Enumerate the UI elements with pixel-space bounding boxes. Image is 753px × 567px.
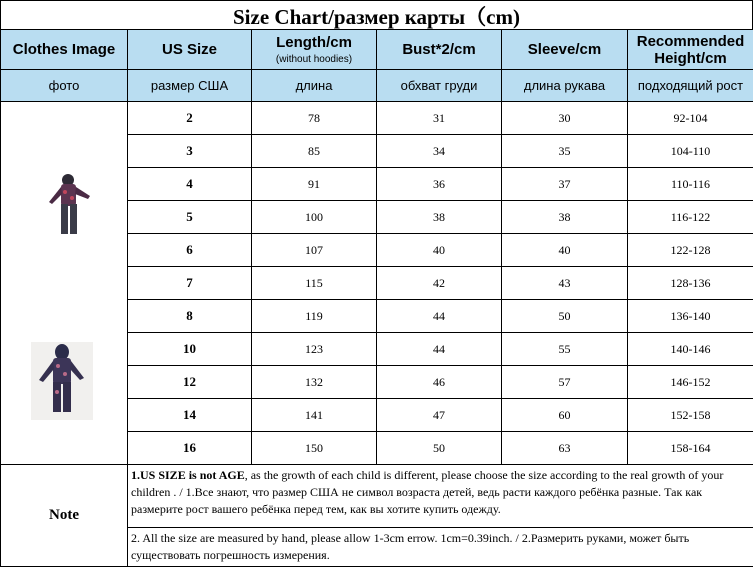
header-bust: Bust*2/cm	[377, 30, 502, 70]
sleeve-cell: 57	[502, 366, 628, 399]
length-cell: 115	[252, 267, 377, 300]
length-cell: 78	[252, 102, 377, 135]
chart-title: Size Chart/размер карты（cm)	[0, 0, 753, 30]
subheader-sleeve: длина рукава	[502, 70, 628, 102]
length-cell: 119	[252, 300, 377, 333]
size-cell: 5	[128, 201, 252, 234]
size-cell: 4	[128, 168, 252, 201]
size-table	[0, 29, 753, 567]
size-cell: 14	[128, 399, 252, 432]
subheader-height: подходящий рост	[628, 70, 753, 102]
length-cell: 85	[252, 135, 377, 168]
sleeve-cell: 43	[502, 267, 628, 300]
note-row-1	[1, 465, 753, 528]
sleeve-cell: 63	[502, 432, 628, 465]
length-cell: 150	[252, 432, 377, 465]
note-bold: 1.US SIZE is not AGE	[131, 468, 245, 482]
sleeve-cell: 35	[502, 135, 628, 168]
length-cell: 100	[252, 201, 377, 234]
size-cell: 10	[128, 333, 252, 366]
sleeve-cell: 55	[502, 333, 628, 366]
size-cell: 16	[128, 432, 252, 465]
header-height: Recommended Height/cm	[628, 30, 753, 70]
note-label: Note	[1, 465, 128, 567]
size-cell: 12	[128, 366, 252, 399]
bust-cell: 44	[377, 300, 502, 333]
bust-cell: 44	[377, 333, 502, 366]
height-cell: 128-136	[628, 267, 753, 300]
height-cell: 140-146	[628, 333, 753, 366]
size-cell: 6	[128, 234, 252, 267]
height-cell: 146-152	[628, 366, 753, 399]
height-cell: 116-122	[628, 201, 753, 234]
sleeve-cell: 50	[502, 300, 628, 333]
size-cell: 7	[128, 267, 252, 300]
length-cell: 107	[252, 234, 377, 267]
size-cell: 2	[128, 102, 252, 135]
size-cell: 3	[128, 135, 252, 168]
note-rest: , as the growth of each child is different, please choose the size according to the real growth of your children . / 1.Все знают, что размер США не символ возраста детей, ведь расти каждого ребёнка разные. Так как размерите рост вашего ребёнка перед тем, как вы хотите купить одежду.	[131, 468, 723, 516]
height-cell: 110-116	[628, 168, 753, 201]
header-clothes-image: Clothes Image	[1, 30, 128, 70]
table-row	[1, 102, 753, 135]
height-cell: 136-140	[628, 300, 753, 333]
subheader-bust: обхват груди	[377, 70, 502, 102]
bust-cell: 38	[377, 201, 502, 234]
sleeve-cell: 60	[502, 399, 628, 432]
bust-cell: 47	[377, 399, 502, 432]
header-length-label: Length/cm	[276, 34, 352, 51]
header-length	[252, 30, 377, 70]
bust-cell: 36	[377, 168, 502, 201]
height-cell: 104-110	[628, 135, 753, 168]
length-cell: 123	[252, 333, 377, 366]
subheader-row	[1, 70, 753, 102]
note-text-1	[128, 465, 753, 528]
bust-cell: 34	[377, 135, 502, 168]
height-cell: 158-164	[628, 432, 753, 465]
bust-cell: 42	[377, 267, 502, 300]
bust-cell: 46	[377, 366, 502, 399]
subheader-image: фото	[1, 70, 128, 102]
height-cell: 122-128	[628, 234, 753, 267]
kids-jumpsuit-image	[31, 342, 93, 420]
sleeve-cell: 30	[502, 102, 628, 135]
header-length-sub: (without hoodies)	[252, 53, 376, 66]
length-cell: 132	[252, 366, 377, 399]
subheader-length: длина	[252, 70, 377, 102]
header-sleeve: Sleeve/cm	[502, 30, 628, 70]
length-cell: 141	[252, 399, 377, 432]
size-cell: 8	[128, 300, 252, 333]
sleeve-cell: 37	[502, 168, 628, 201]
length-cell: 91	[252, 168, 377, 201]
note-text-2: 2. All the size are measured by hand, please allow 1-3cm errow. 1cm=0.39inch. / 2.Размерить руками, может быть существовать погрешность измерения.	[128, 528, 753, 567]
sleeve-cell: 38	[502, 201, 628, 234]
height-cell: 92-104	[628, 102, 753, 135]
bust-cell: 31	[377, 102, 502, 135]
subheader-us-size: размер США	[128, 70, 252, 102]
bust-cell: 40	[377, 234, 502, 267]
height-cell: 152-158	[628, 399, 753, 432]
header-row	[1, 30, 753, 70]
header-us-size: US Size	[128, 30, 252, 70]
bust-cell: 50	[377, 432, 502, 465]
child-snowsuit-image	[41, 172, 97, 244]
clothes-image-cell	[1, 102, 128, 465]
sleeve-cell: 40	[502, 234, 628, 267]
